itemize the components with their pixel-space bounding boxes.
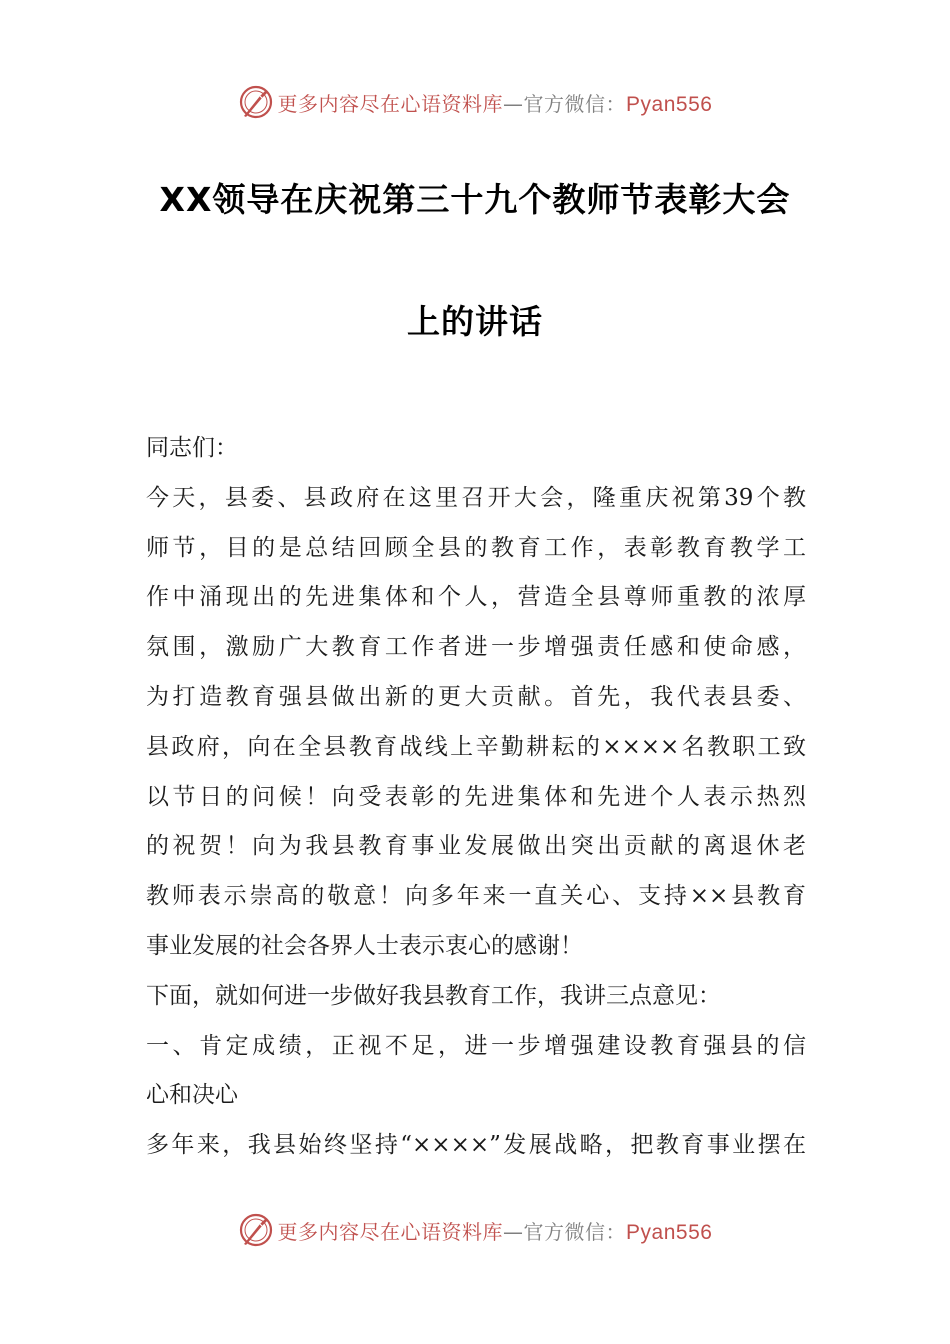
watermark-banner-top (0, 80, 950, 124)
salutation-line: 同志们： (146, 435, 238, 461)
body-line: 教师表示崇高的敬意！向多年来一直关心、支持××县教育 (146, 883, 806, 910)
body-line: 以节日的问候！向受表彰的先进集体和先进个人表示热烈 (146, 783, 806, 810)
watermark-dash: — (503, 91, 524, 116)
body-line: 师节，目的是总结回顾全县的教育工作，表彰教育教学工 (146, 534, 806, 561)
body-line: 县政府，向在全县教育战线上辛勤耕耘的××××名教职工致 (146, 733, 806, 760)
watermark-banner-bottom (0, 1208, 950, 1252)
body-line: 为打造教育强县做出新的更大贡献。首先，我代表县委、 (146, 683, 806, 710)
document-title-line-1: XX领导在庆祝第三十九个教师节表彰大会 (159, 180, 791, 219)
body-line: 作中涌现出的先进集体和个人，营造全县尊师重教的浓厚 (146, 584, 806, 611)
watermark-account: Pyan556 (626, 1220, 713, 1244)
watermark-account: Pyan556 (626, 92, 713, 116)
watermark-label: 官方微信： (523, 1219, 627, 1244)
document-body (146, 424, 806, 1171)
watermark-main: 更多内容尽在心语资料库 (277, 1219, 504, 1244)
body-line: 下面，就如何进一步做好我县教育工作，我讲三点意见： (146, 982, 721, 1009)
section-heading-line: 一、肯定成绩，正视不足，进一步增强建设教育强县的信 (146, 1032, 806, 1059)
watermark-text (278, 88, 713, 117)
body-line: 的祝贺！向为我县教育事业发展做出突出贡献的离退休老 (146, 833, 806, 860)
body-line: 氛围，激励广大教育工作者进一步增强责任感和使命感， (146, 634, 806, 661)
watermark-main: 更多内容尽在心语资料库 (277, 91, 504, 116)
body-line: 今天，县委、县政府在这里召开大会，隆重庆祝第39个教 (146, 484, 806, 511)
watermark-text (278, 1216, 713, 1245)
pen-logo-icon (238, 1212, 274, 1248)
section-heading-line: 心和决心 (146, 1082, 238, 1109)
document-title-line-2: 上的讲话 (407, 302, 543, 341)
body-line: 事业发展的社会各界人士表示衷心的感谢！ (146, 932, 583, 959)
pen-logo-icon (238, 84, 274, 120)
watermark-dash: — (503, 1219, 524, 1244)
watermark-label: 官方微信： (523, 91, 627, 116)
body-line: 多年来，我县始终坚持“××××”发展战略，把教育事业摆在 (146, 1132, 806, 1159)
